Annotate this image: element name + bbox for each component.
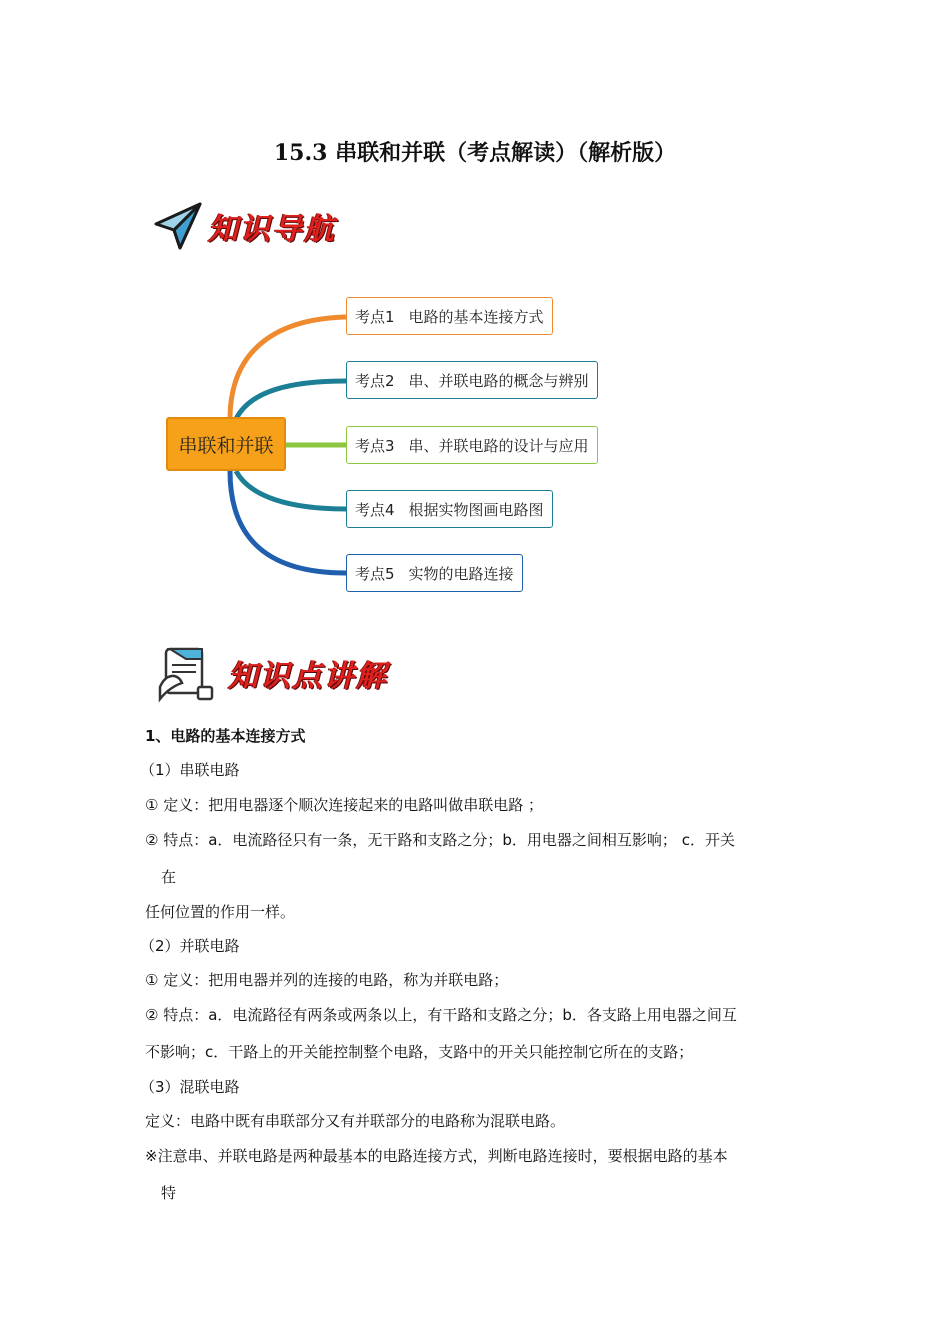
note-line2: 特 [161,1184,177,1202]
topic-text: 根据实物图画电路图 [408,500,544,519]
subheading-parallel: （2）并联电路 [140,937,240,955]
mindmap [150,285,630,615]
connector-2 [236,381,346,419]
topic-number: 考点4 [355,500,395,519]
series-features-line3: 任何位置的作用一样。 [145,903,296,921]
lecture-banner-label: 知识点讲解 [228,659,388,694]
parallel-definition: ① 定义：把用电器并列的连接的电路，称为并联电路； [145,971,509,989]
lecture-banner [156,643,388,703]
topic-number: 考点5 [355,564,395,583]
subheading-series: （1）串联电路 [140,761,240,779]
nav-banner-label: 知识导航 [208,212,336,247]
mindmap-topic-5 [346,554,523,592]
topic-number: 考点2 [355,371,395,390]
mindmap-topic-4 [346,490,553,528]
series-features-line1: ② 特点：a．电流路径只有一条，无干路和支路之分；b．用电器之间相互影响； c．开关 [145,831,735,849]
topic-text: 串、并联电路的设计与应用 [408,436,589,455]
parallel-features-line1: ② 特点：a．电流路径有两条或两条以上，有干路和支路之分；b．各支路上用电器之间互 [145,1006,737,1024]
connector-4 [236,471,346,509]
paper-plane-icon [152,200,204,252]
topic-number: 考点1 [355,307,395,326]
subheading-mixed: （3）混联电路 [140,1078,240,1096]
mindmap-topic-2 [346,361,598,399]
parallel-features-line2: 不影响；c．干路上的开关能控制整个电路，支路中的开关只能控制它所在的支路； [145,1043,694,1061]
topic-number: 考点3 [355,436,395,455]
mindmap-center: 串联和并联 [166,417,286,471]
topic-text: 实物的电路连接 [408,564,514,583]
mindmap-topic-3 [346,426,598,464]
mindmap-topic-1 [346,297,553,335]
topic-text: 电路的基本连接方式 [408,307,544,326]
series-definition: ① 定义：把用电器逐个顺次连接起来的电路叫做串联电路 ； [145,796,543,814]
section-heading: 1、电路的基本连接方式 [145,727,306,745]
note-line1: ※注意串、并联电路是两种最基本的电路连接方式，判断电路连接时，要根据电路的基本 [145,1147,728,1165]
mixed-definition: 定义：电路中既有串联部分又有并联部分的电路称为混联电路。 [145,1112,566,1130]
nav-banner [152,200,336,252]
series-features-line2: 在 [161,868,177,886]
page-title: 15.3 串联和并联（考点解读）（解析版） [273,140,677,166]
scroll-quill-icon [156,643,216,703]
topic-text: 串、并联电路的概念与辨别 [408,371,589,390]
